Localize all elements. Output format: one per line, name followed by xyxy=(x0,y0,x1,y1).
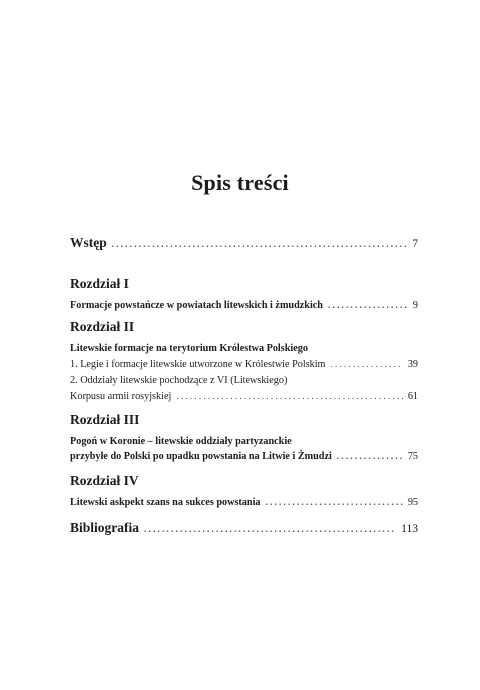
toc-page-number: 95 xyxy=(407,497,418,508)
toc-entry-line: 2. Oddziały litewskie pochodzące z VI (Litewskiego) xyxy=(70,375,288,386)
toc-entry-label: Wstęp xyxy=(70,235,107,250)
toc-page-number: 61 xyxy=(407,391,418,402)
toc-entry-bibliography[interactable] xyxy=(70,520,418,536)
toc-entry-chapter3[interactable] xyxy=(70,451,418,462)
toc-entry-line: Pogoń w Koronie – litewskie oddziały partyzanckie xyxy=(70,436,292,447)
toc-page-number: 9 xyxy=(412,300,418,311)
dot-leader xyxy=(176,391,403,401)
table-of-contents xyxy=(70,235,418,536)
toc-page-number: 113 xyxy=(401,523,418,535)
toc-page-number: 7 xyxy=(412,238,418,250)
toc-page-number: 75 xyxy=(407,451,418,462)
dot-leader xyxy=(328,300,408,310)
toc-entry-chapter1[interactable] xyxy=(70,300,418,311)
chapter-heading-4: Rozdział IV xyxy=(70,473,139,488)
toc-entry-chapter2-item2[interactable] xyxy=(70,391,418,402)
toc-entry-label: Korpusu armii rosyjskiej xyxy=(70,391,172,402)
page-title: Spis treści xyxy=(191,170,289,195)
dot-leader xyxy=(330,359,402,369)
dot-leader xyxy=(144,524,396,534)
dot-leader xyxy=(266,497,403,507)
chapter-heading-1: Rozdział I xyxy=(70,276,129,291)
toc-entry-chapter2-item1[interactable] xyxy=(70,359,418,370)
chapter-heading-3: Rozdział III xyxy=(70,412,140,427)
toc-entry-label: 1. Legie i formacje litewskie utworzone w Królestwie Polskim xyxy=(70,359,326,370)
chapter-heading-2: Rozdział II xyxy=(70,319,135,334)
toc-entry-label: Formacje powstańcze w powiatach litewskich i żmudzkich xyxy=(70,300,323,311)
chapter-subtitle-2: Litewskie formacje na terytorium Królestwa Polskiego xyxy=(70,343,308,354)
dot-leader xyxy=(337,451,403,461)
toc-entry-intro[interactable] xyxy=(70,235,418,251)
toc-page-number: 39 xyxy=(407,359,418,370)
toc-entry-label: Bibliografia xyxy=(70,520,140,535)
toc-entry-label: Litewski askpekt szans na sukces powstania xyxy=(70,497,261,508)
dot-leader xyxy=(112,239,408,249)
toc-entry-chapter4[interactable] xyxy=(70,497,418,508)
toc-entry-label: przybyłe do Polski po upadku powstania na Litwie i Żmudzi xyxy=(70,451,332,462)
